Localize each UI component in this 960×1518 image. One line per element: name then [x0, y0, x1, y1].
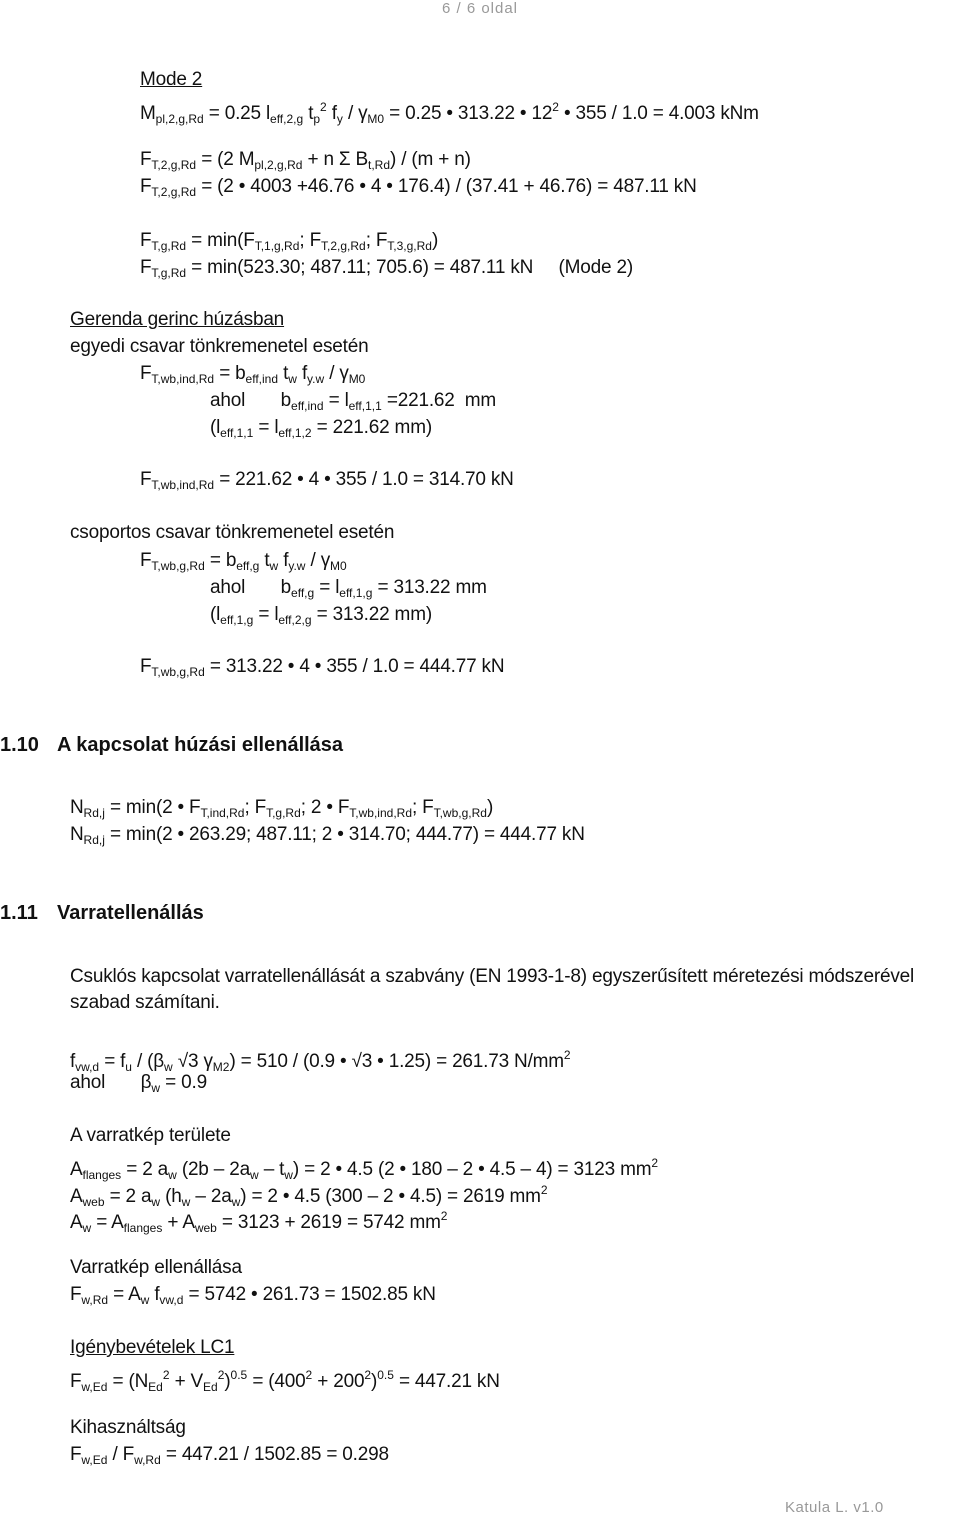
text-run: csoportos csavar tönkremenetel esetén: [70, 522, 395, 543]
text-run: = l: [253, 604, 279, 625]
subscript: w: [231, 1195, 241, 1209]
text-run: F: [140, 149, 152, 170]
text-run: Mode 2: [140, 69, 203, 90]
text-run: A varratkép területe: [70, 1125, 231, 1146]
text-run: ; F: [244, 797, 267, 818]
subscript: Ed: [203, 1380, 218, 1394]
text-run: / γ: [324, 363, 349, 384]
subscript: vw,d: [159, 1293, 184, 1307]
text-run: Gerenda gerinc húzásban: [70, 309, 285, 330]
subscript: T,wb,ind,Rd: [151, 478, 215, 492]
text-run: = 0.25 • 313.22 • 12: [384, 103, 553, 124]
text-run: ) = 2 • 4.5 (300 – 2 • 4.5) = 2619 mm: [240, 1186, 541, 1207]
value-ftwb-g-rd: [140, 654, 504, 685]
subscript: T,g,Rd: [151, 239, 187, 253]
subscript: eff,2,g: [278, 613, 312, 627]
superscript: 2: [540, 1183, 548, 1197]
text-run: =221.62 mm: [381, 390, 497, 411]
text-run: f: [70, 1051, 76, 1072]
subscript: Ed: [148, 1380, 163, 1394]
text-run: ahol b: [210, 577, 292, 598]
subscript: w: [168, 1168, 177, 1182]
text-run: Kihasználtság: [70, 1417, 186, 1438]
text-run: F: [140, 230, 152, 251]
subscript: T,2,g,Rd: [151, 185, 197, 199]
text-run: (h: [160, 1186, 182, 1207]
subscript: T,1,g,Rd: [254, 239, 300, 253]
text-run: ): [486, 797, 494, 818]
text-run: = 5742 • 261.73 = 1502.85 kN: [183, 1284, 436, 1305]
section-heading-1-10: [0, 731, 960, 759]
leff-ind-note: [210, 415, 432, 446]
text-run: t: [278, 363, 289, 384]
text-run: = 0.9: [160, 1072, 207, 1093]
text-run: ; F: [299, 230, 321, 251]
beta-w-definition: [70, 1070, 207, 1101]
text-run: = b: [214, 363, 246, 384]
text-run: √3 γ: [172, 1051, 213, 1072]
subscript: y: [336, 112, 343, 126]
section-title: A kapcsolat húzási ellenállása: [57, 734, 344, 756]
text-run: F: [70, 1284, 82, 1305]
subscript: y.w: [307, 372, 325, 386]
text-run: M: [140, 103, 156, 124]
text-run: ahol b: [210, 390, 292, 411]
text-run: – 2a: [190, 1186, 232, 1207]
superscript: 2: [440, 1209, 448, 1223]
text-run: Varratkép ellenállása: [70, 1257, 242, 1278]
formula-fw-rd: [70, 1282, 436, 1313]
subscript: T,wb,g,Rd: [151, 559, 205, 573]
subscript: w: [181, 1195, 191, 1209]
superscript: 2: [552, 100, 559, 114]
subscript: w,Ed: [81, 1380, 108, 1394]
subscript: u: [125, 1060, 132, 1074]
text-run: ; 2 • F: [300, 797, 350, 818]
subscript: w: [269, 559, 279, 573]
subscript: eff,2,g: [270, 112, 304, 126]
subscript: p: [313, 112, 321, 126]
text-run: = f: [99, 1051, 126, 1072]
text-run: ): [224, 1371, 231, 1392]
text-run: = min(F: [186, 230, 255, 251]
text-run: f: [278, 550, 289, 571]
subscript: eff,g: [236, 559, 260, 573]
text-run: f: [326, 103, 337, 124]
subscript: flanges: [82, 1168, 122, 1182]
subscript: eff,ind: [291, 399, 324, 413]
subscript: w: [82, 1221, 92, 1235]
text-run: = (400: [247, 1371, 306, 1392]
utilization-ratio: [70, 1442, 389, 1473]
subscript: w: [151, 1081, 161, 1095]
text-run: = 221.62 • 4 • 355 / 1.0 = 314.70 kN: [214, 469, 514, 490]
text-run: • 355 / 1.0 = 4.003 kNm: [558, 103, 759, 124]
section-number: 1.10: [0, 734, 39, 756]
subscript: T,wb,ind,Rd: [151, 372, 215, 386]
subscript: vw,d: [75, 1060, 100, 1074]
weld-intro-paragraph-line-2: [70, 990, 220, 1016]
mode2-heading: [140, 67, 202, 93]
text-run: (l: [210, 417, 221, 438]
text-run: = 313.22 mm): [311, 604, 432, 625]
superscript: 2: [364, 1368, 372, 1382]
text-run: = 221.62 mm): [311, 417, 432, 438]
text-run: (l: [210, 604, 221, 625]
text-run: = b: [204, 550, 237, 571]
subscript: eff,1,1: [220, 426, 254, 440]
text-run: – t: [258, 1159, 285, 1180]
subscript: T,wb,g,Rd: [151, 665, 205, 679]
value-ft2-g-rd: [140, 174, 697, 205]
text-run: F: [70, 1444, 82, 1465]
text-run: = A: [108, 1284, 141, 1305]
subscript: T,2,g,Rd: [151, 158, 197, 172]
subscript: T,g,Rd: [266, 806, 301, 820]
text-run: F: [70, 1371, 82, 1392]
subscript: eff,g: [291, 586, 315, 600]
text-run: / F: [107, 1444, 135, 1465]
text-run: = 313.22 mm: [372, 577, 487, 598]
text-run: A: [70, 1159, 83, 1180]
text-run: A: [70, 1186, 83, 1207]
subscript: eff,ind: [245, 372, 279, 386]
group-bolt-failure-label: [70, 520, 394, 546]
text-run: F: [140, 363, 152, 384]
subscript: t,Rd: [368, 158, 391, 172]
text-run: = (2 M: [196, 149, 255, 170]
text-run: ): [431, 230, 439, 251]
text-run: = min(2 • F: [104, 797, 201, 818]
text-run: = l: [253, 417, 279, 438]
text-run: F: [140, 257, 152, 278]
text-run: = 447.21 / 1502.85 = 0.298: [160, 1444, 389, 1465]
weld-resistance-label: [70, 1255, 242, 1281]
text-run: ) = 510 / (0.9 • √3 • 1.25) = 261.73 N/mm: [229, 1051, 564, 1072]
section-number: 1.11: [0, 902, 38, 924]
text-run: / γ: [305, 550, 330, 571]
text-run: = min(523.30; 487.11; 705.6) = 487.11 kN (Mode 2): [186, 257, 633, 278]
formula-m-pl-2-g-rd: [140, 94, 759, 132]
subscript: w: [284, 1168, 293, 1182]
text-run: = 0.25 l: [203, 103, 271, 124]
text-run: + A: [162, 1212, 195, 1233]
section-heading-1-11: [0, 899, 960, 927]
weld-intro-paragraph-line-1: [70, 964, 914, 990]
text-run: = 447.21 kN: [393, 1371, 500, 1392]
subscript: T,wb,g,Rd: [433, 806, 487, 820]
subscript: eff,1,1: [348, 399, 382, 413]
subscript: w: [164, 1060, 173, 1074]
text-run: + n Σ B: [302, 149, 369, 170]
text-run: N: [70, 797, 84, 818]
value-ftg-rd: [140, 255, 633, 286]
leff-g-note: [210, 602, 432, 633]
text-run: N: [70, 824, 84, 845]
section-title: Varratellenállás: [57, 902, 204, 924]
text-run: f: [296, 363, 308, 384]
text-run: ): [371, 1371, 378, 1392]
utilization-label: [70, 1415, 186, 1441]
text-run: F: [140, 656, 152, 677]
superscript: 2: [320, 100, 327, 114]
text-run: egyedi csavar tönkremenetel esetén: [70, 336, 369, 357]
subscript: T,ind,Rd: [200, 806, 245, 820]
text-run: = 3123 + 2619 = 5742 mm: [216, 1212, 441, 1233]
formula-a-w: [70, 1203, 447, 1241]
subscript: T,2,g,Rd: [320, 239, 366, 253]
text-run: szabad számítani.: [70, 992, 220, 1013]
text-run: F: [140, 176, 152, 197]
subscript: M0: [348, 372, 366, 386]
subscript: pl,2,g,Rd: [254, 158, 303, 172]
text-run: + 200: [312, 1371, 365, 1392]
loads-lc1-heading: [70, 1335, 234, 1361]
superscript: 2: [162, 1368, 170, 1382]
superscript: 2: [217, 1368, 225, 1382]
subscript: w,Rd: [81, 1293, 109, 1307]
text-run: = 2 a: [121, 1159, 169, 1180]
author-version-footer: Katula L. v1.0: [785, 1499, 884, 1516]
text-run: = (2 • 4003 +46.76 • 4 • 176.4) / (37.41 + 46.76) = 487.11 kN: [196, 176, 697, 197]
superscript: 2: [651, 1156, 659, 1170]
text-run: = A: [91, 1212, 124, 1233]
text-run: ; F: [365, 230, 388, 251]
text-run: = l: [314, 577, 340, 598]
text-run: Igénybevételek LC1: [70, 1337, 235, 1358]
text-run: f: [149, 1284, 160, 1305]
subscript: Rd,j: [83, 806, 105, 820]
subscript: w: [151, 1195, 161, 1209]
subscript: w: [249, 1168, 259, 1182]
text-run: ahol β: [70, 1072, 152, 1093]
subscript: w,Rd: [134, 1453, 161, 1467]
text-run: = (N: [107, 1371, 149, 1392]
text-run: F: [140, 550, 152, 571]
subscript: M0: [367, 112, 385, 126]
weld-area-label: [70, 1123, 231, 1149]
text-run: = min(2 • 263.29; 487.11; 2 • 314.70; 444.77) = 444.77 kN: [104, 824, 585, 845]
subscript: Rd,j: [83, 833, 105, 847]
web-tension-heading: [70, 307, 284, 333]
text-run: F: [140, 469, 152, 490]
text-run: / γ: [342, 103, 368, 124]
value-ftwb-ind-rd: [140, 467, 514, 498]
superscript: 2: [563, 1048, 571, 1062]
superscript: 0.5: [377, 1368, 394, 1382]
subscript: flanges: [123, 1221, 163, 1235]
subscript: w,Ed: [81, 1453, 108, 1467]
individual-bolt-failure-label: [70, 334, 368, 360]
subscript: eff,1,2: [278, 426, 312, 440]
subscript: web: [194, 1221, 217, 1235]
superscript: 2: [305, 1368, 313, 1382]
subscript: w: [140, 1293, 150, 1307]
subscript: T,g,Rd: [151, 266, 187, 280]
text-run: = l: [323, 390, 349, 411]
text-run: = 2 a: [104, 1186, 152, 1207]
text-run: A: [70, 1212, 83, 1233]
subscript: eff,1,g: [339, 586, 373, 600]
text-run: ) / (m + n): [390, 149, 471, 170]
text-run: t: [259, 550, 270, 571]
subscript: T,3,g,Rd: [387, 239, 432, 253]
text-run: ) = 2 • 4.5 (2 • 180 – 2 • 4.5 – 4) = 3123 mm: [292, 1159, 652, 1180]
subscript: T,wb,ind,Rd: [349, 806, 412, 820]
text-run: (2b – 2a: [176, 1159, 250, 1180]
text-run: = 313.22 • 4 • 355 / 1.0 = 444.77 kN: [204, 656, 505, 677]
text-run: ; F: [412, 797, 434, 818]
subscript: eff,1,g: [220, 613, 254, 627]
page-number-header: 6 / 6 oldal: [441, 0, 519, 17]
subscript: M2: [212, 1060, 230, 1074]
subscript: pl,2,g,Rd: [155, 112, 204, 126]
text-run: Csuklós kapcsolat varratellenállását a szabvány (EN 1993-1-8) egyszerűsített méretezési módszerével: [70, 966, 915, 987]
superscript: 0.5: [230, 1368, 248, 1382]
value-nrd-j: [70, 822, 585, 853]
subscript: web: [82, 1195, 105, 1209]
subscript: M0: [330, 559, 347, 573]
formula-fw-ed: [70, 1362, 500, 1400]
subscript: y.w: [288, 559, 306, 573]
text-run: / (β: [131, 1051, 165, 1072]
text-run: t: [303, 103, 314, 124]
text-run: + V: [169, 1371, 204, 1392]
subscript: w: [288, 372, 297, 386]
